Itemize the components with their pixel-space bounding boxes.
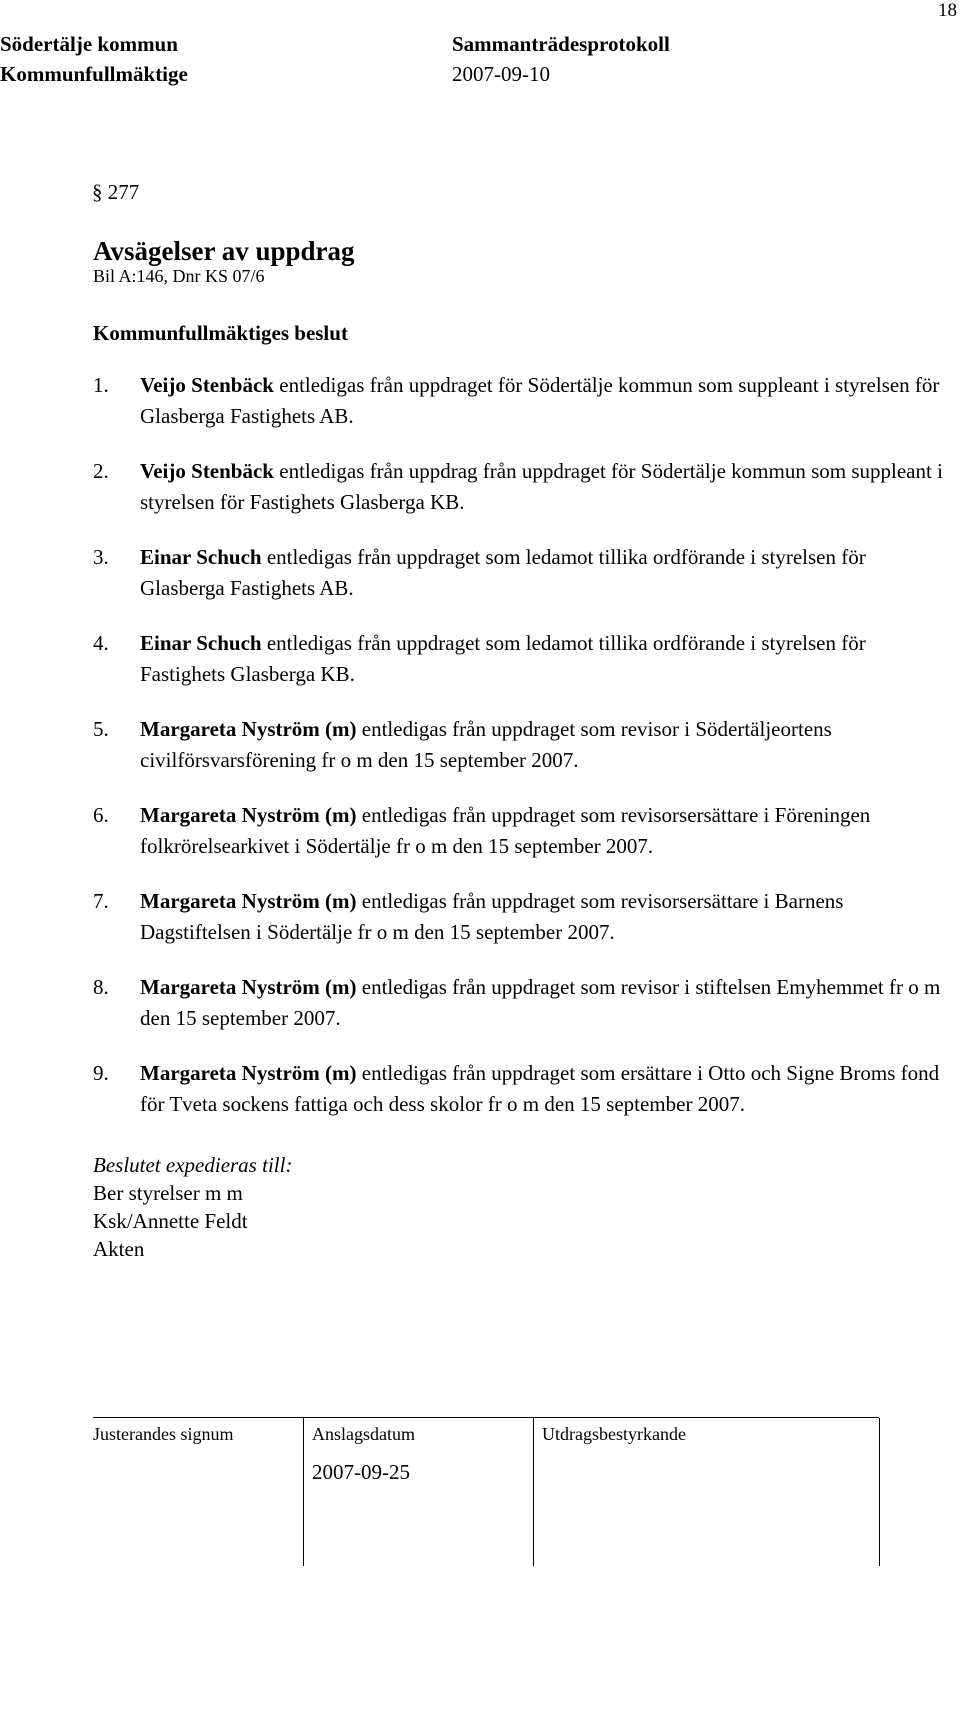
person-name: Veijo Stenbäck (140, 373, 274, 397)
decision-number: 4. (93, 631, 109, 655)
decision-item (93, 456, 953, 518)
person-name: Margareta Nyström (m) (140, 717, 357, 741)
distribution-recipient: Ksk/Annette Feldt (93, 1209, 248, 1233)
organization-name: Södertälje kommun (0, 32, 178, 56)
decision-list (93, 370, 953, 1144)
meeting-date: 2007-09-10 (452, 62, 550, 86)
person-name: Veijo Stenbäck (140, 459, 274, 483)
decision-text: entledigas från uppdraget som ledamot tillika ordförande i styrelsen för Fastighets Glasberga KB. (140, 631, 866, 686)
decision-text: entledigas från uppdraget som revisorsersättare i Barnens Dagstiftelsen i Södertälje fr o m den 15 september 2007. (140, 889, 844, 944)
certification-label: Utdragsbestyrkande (542, 1424, 686, 1444)
header-left (0, 29, 188, 89)
signature-footer (93, 1417, 879, 1566)
distribution-recipient: Ber styrelser m m (93, 1181, 243, 1205)
page-number: 18 (938, 0, 957, 21)
decision-number: 6. (93, 803, 109, 827)
decision-heading: Kommunfullmäktiges beslut (93, 321, 348, 345)
distribution-block (93, 1151, 292, 1263)
distribution-heading: Beslutet expedieras till: (93, 1153, 293, 1177)
posting-date-label: Anslagsdatum (312, 1424, 415, 1444)
decision-text: entledigas från uppdraget som ledamot tillika ordförande i styrelsen för Glasberga Fastighets AB. (140, 545, 866, 600)
decision-item (93, 370, 953, 432)
decision-item (93, 1058, 953, 1120)
section-number: § 277 (92, 180, 140, 204)
decision-item (93, 628, 953, 690)
person-name: Margareta Nyström (m) (140, 975, 357, 999)
decision-number: 3. (93, 545, 109, 569)
decision-text: entledigas från uppdraget för Södertälje kommun som suppleant i styrelsen för Glasberga Fastighets AB. (140, 373, 940, 428)
decision-number: 7. (93, 889, 109, 913)
decision-text: entledigas från uppdrag från uppdraget för Södertälje kommun som suppleant i styrelsen för Fastighets Glasberga KB. (140, 459, 943, 514)
distribution-recipient: Akten (93, 1237, 145, 1261)
signature-label: Justerandes signum (93, 1424, 234, 1444)
person-name: Margareta Nyström (m) (140, 889, 357, 913)
decision-text: entledigas från uppdraget som ersättare i Otto och Signe Broms fond för Tveta sockens fattiga och dess skolor fr o m den 15 september 2007. (140, 1061, 940, 1116)
decision-item (93, 800, 953, 862)
person-name: Einar Schuch (140, 545, 262, 569)
decision-text: entledigas från uppdraget som revisor i Södertäljeortens civilförsvarsförening fr o m den 15 september 2007. (140, 717, 832, 772)
person-name: Einar Schuch (140, 631, 262, 655)
decision-text: entledigas från uppdraget som revisor i stiftelsen Emyhemmet fr o m den 15 september 2007. (140, 975, 941, 1030)
decision-item (93, 886, 953, 948)
decision-text: entledigas från uppdraget som revisorsersättare i Föreningen folkrörelsearkivet i Södertälje fr o m den 15 september 2007. (140, 803, 871, 858)
decision-item (93, 972, 953, 1034)
body-name: Kommunfullmäktige (0, 62, 188, 86)
decision-number: 5. (93, 717, 109, 741)
decision-number: 8. (93, 975, 109, 999)
decision-number: 9. (93, 1061, 109, 1085)
posting-date-cell (303, 1418, 534, 1566)
person-name: Margareta Nyström (m) (140, 803, 357, 827)
decision-number: 2. (93, 459, 109, 483)
decision-item (93, 714, 953, 776)
person-name: Margareta Nyström (m) (140, 1061, 357, 1085)
document-type: Sammanträdesprotokoll (452, 32, 670, 56)
decision-number: 1. (93, 373, 109, 397)
section-reference: Bil A:146, Dnr KS 07/6 (93, 266, 265, 286)
posting-date-value: 2007-09-25 (312, 1460, 410, 1484)
signature-cell (93, 1418, 303, 1566)
decision-item (93, 542, 953, 604)
section-title: Avsägelser av uppdrag (93, 236, 355, 266)
certification-cell (533, 1418, 880, 1566)
header-middle (452, 29, 670, 89)
